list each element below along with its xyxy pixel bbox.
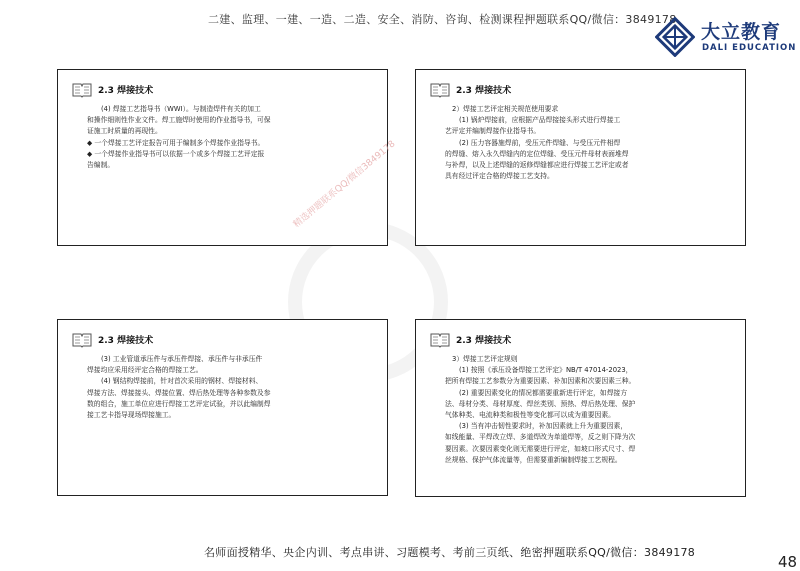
book-icon	[430, 332, 450, 348]
dali-education-logo	[655, 15, 797, 61]
body-line: 气体种类、电流种类和极性等变化都可以成为重要因素。	[445, 411, 615, 420]
logo-english-name: DALI EDUCATION	[702, 43, 797, 53]
body-line: (3) 当有冲击韧性要求时，补加因素就上升为重要因素，	[459, 422, 628, 431]
footer-promo-text: 名师面授精华、央企内训、考点串讲、习题模考、考前三页纸、绝密押题联系QQ/微信：3849178	[204, 546, 696, 559]
body-line: 接工艺卡指导现场焊接施工。	[87, 411, 176, 420]
body-line: 数的组合，施工单位应进行焊接工艺评定试验，并以此编制焊	[87, 399, 271, 408]
body-line: 的焊缝、熔入永久焊缝内的定位焊缝、受压元件母材表面堆焊	[445, 149, 629, 158]
watermark-text: 精选押题联系QQ/微信3849178	[291, 139, 398, 230]
body-line: 证施工时质量的再现性。	[87, 127, 162, 136]
body-line: (2) 重要因素变化的情况都需要重新进行评定，如焊接方	[459, 388, 628, 397]
body-line: 焊接方法、焊接接头、焊接位置、焊后热处理等各种参数及参	[87, 388, 271, 397]
slide-body	[87, 104, 317, 171]
body-line: 具有经过评定合格的焊接工艺支持。	[445, 172, 554, 181]
book-icon	[72, 332, 92, 348]
body-line: (4) 钢结构焊接前，针对首次采用的钢材、焊接材料、	[101, 377, 263, 386]
body-line: 焊接均应采用经评定合格的焊接工艺。	[87, 366, 203, 375]
slide-2	[415, 69, 746, 246]
page-number: 48	[778, 553, 798, 571]
body-line: (3) 工业管道承压件与承压件焊接、承压件与非承压件	[101, 355, 263, 363]
body-line: 如线能量、平焊改立焊、多道焊改为单道焊等，反之则下降为次	[445, 433, 636, 442]
slide-title: 2.3 焊接技术	[456, 336, 512, 346]
slide-3	[57, 319, 388, 496]
body-line: 丝规格、保护气体流量等，但需要重新编制焊接工艺规程。	[445, 455, 622, 464]
body-line: 与补焊，以及上述焊缝的返修焊缝都应进行焊接工艺评定或者	[445, 161, 629, 170]
book-icon	[72, 82, 92, 98]
body-line: (2) 压力容器施焊前，受压元件焊缝、与受压元件相焊	[459, 138, 621, 147]
slide-title: 2.3 焊接技术	[456, 86, 512, 96]
body-line: (1) 锅炉焊接前，应根据产品焊接接头形式进行焊接工	[459, 116, 621, 125]
slide-1	[57, 69, 398, 246]
body-line: 和操作细则性作业文件。焊工施焊时使用的作业指导书，可保	[87, 116, 271, 125]
slide-title: 2.3 焊接技术	[98, 86, 154, 96]
slide-body	[87, 354, 317, 421]
body-line: ◆ 一个焊接作业指导书可以依据一个或多个焊接工艺评定报	[87, 149, 265, 158]
slide-body	[445, 354, 682, 466]
logo-mark-icon	[655, 17, 695, 57]
slide-title: 2.3 焊接技术	[98, 336, 154, 346]
body-line: 把所有焊接工艺参数分为重要因素、补加因素和次要因素三种。	[445, 377, 636, 386]
body-line: 艺评定并编制焊接作业指导书。	[445, 127, 541, 136]
body-line: 法、母材分类、母材厚度、焊丝类别、预热、焊后热处理、保护	[445, 399, 636, 408]
book-icon	[430, 82, 450, 98]
body-line: (1) 按照《承压设备焊接工艺评定》NB/T 47014-2023，	[459, 366, 633, 375]
header-courses-text: 二建、监理、一建、一造、二造、安全、消防、咨询、检测课程押题联系QQ/微信：3849178	[208, 13, 677, 26]
slide-4	[415, 319, 746, 497]
body-line: 要因素。次要因素变化则无需要进行评定，如坡口形式尺寸、焊	[445, 444, 636, 453]
slide-body	[445, 104, 682, 182]
logo-chinese-name: 大立教育	[701, 21, 782, 43]
body-line: 2）焊接工艺评定相关规范使用要求	[452, 105, 559, 113]
body-line: (4) 焊接工艺指导书（WWI）。与制造焊件有关的加工	[101, 105, 261, 113]
body-line: ◆ 一个焊接工艺评定报告可用于编制多个焊接作业指导书。	[87, 138, 265, 147]
body-line: 3）焊接工艺评定规则	[452, 355, 518, 363]
body-line: 告编制。	[87, 161, 115, 170]
